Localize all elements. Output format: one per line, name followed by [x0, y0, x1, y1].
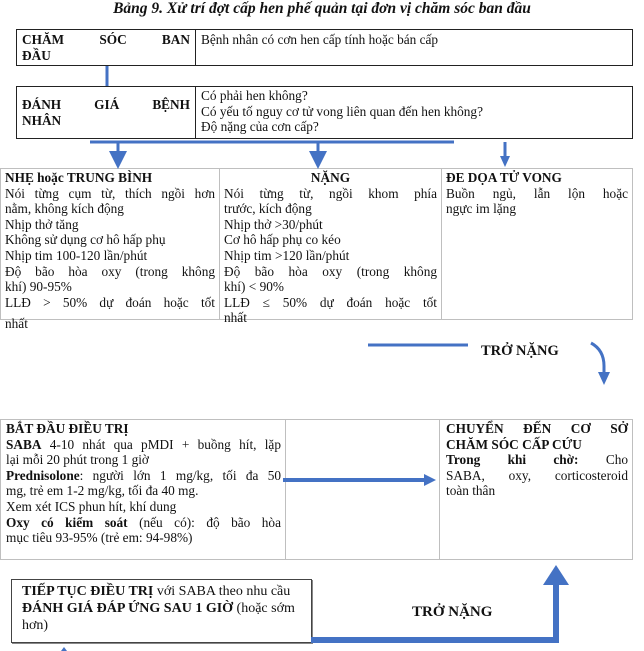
arrowhead-worsening-up — [543, 565, 569, 585]
saba-label: SABA — [6, 436, 42, 452]
transfer-wait-cont: SABA, oxy, corticosteroid — [446, 467, 628, 483]
label-word: BAN — [161, 32, 190, 47]
label-word: GIÁ — [94, 97, 120, 112]
severity-item: Nhịp thở tăng — [5, 216, 79, 232]
severity-item: nhất — [224, 310, 247, 326]
label-word: BỆNH — [152, 97, 190, 112]
bottom-worsening-arrow — [311, 583, 556, 640]
treatment-item-oxygen-cont: mục tiêu 93-95% (trẻ em: 94-98%) — [6, 530, 193, 546]
wait-label: Trong khi chờ: — [446, 452, 579, 468]
transfer-wait-cont: toàn thân — [446, 483, 496, 499]
severity-item: Nhịp thở >30/phút — [224, 216, 323, 232]
severity-item: LLĐ > 50% dự đoán hoặc tốt — [5, 294, 215, 310]
treatment-item-prednisolone-cont: mg, trẻ em 1-2 mg/kg, tối đa 40 mg. — [6, 483, 199, 499]
figure-title: Bảng 9. Xử trí đợt cấp hen phế quản tại đơn vị chăm sóc ban đầu — [113, 0, 531, 17]
continue-text: với SABA theo nhu cầu — [153, 584, 291, 599]
oxygen-label: Oxy có kiểm soát — [6, 514, 128, 530]
transfer-heading: CHUYỂN ĐẾN CƠ SỞ — [446, 421, 628, 436]
severity-item: Độ bão hòa oxy (trong không — [224, 263, 437, 279]
severity-item: Nhịp tim 100-120 lần/phút — [5, 247, 148, 263]
severity-item: Nói từng cụm từ, thích ngồi hơn — [5, 185, 215, 201]
treatment-item-ics: Xem xét ICS phun hít, khí dung — [6, 498, 177, 514]
treatment-item-saba-cont: lại mỗi 20 phút trong 1 giờ — [6, 452, 149, 468]
label-word: ĐÁNH — [22, 97, 62, 112]
assessment-question: Có phải hen không? — [201, 88, 308, 103]
arrowhead-worsening-down — [598, 372, 610, 385]
severity-item: ngực im lặng — [446, 201, 516, 217]
arrowhead-transfer — [424, 474, 436, 486]
assess-response-text: (hoặc sớm — [233, 601, 295, 616]
severity-item: Không sử dụng cơ hô hấp phụ — [5, 232, 166, 248]
assessment-question: Có yếu tố nguy cơ tử vong liên quan đến hen không? — [201, 103, 483, 119]
assess-response-bold: ĐÁNH GIÁ ĐÁP ỨNG SAU 1 GIỜ — [22, 601, 234, 616]
label-word: CHĂM — [22, 32, 65, 47]
prednisolone-text: : người lớn 1 mg/kg, tối đa 50 — [79, 467, 281, 483]
worsening-label-bottom: TRỞ NẶNG — [412, 604, 493, 620]
severity-item: LLĐ ≤ 50% dự đoán hoặc tốt — [224, 294, 437, 310]
severity-item: Nhịp tim >120 lần/phút — [224, 247, 350, 263]
arrowhead-life-threatening — [500, 156, 510, 167]
start-treatment-heading: BẮT ĐẦU ĐIỀU TRỊ — [6, 421, 129, 436]
wait-text: Cho — [578, 452, 628, 468]
label-word: SÓC — [99, 32, 127, 47]
severity-item: Cơ hô hấp phụ co kéo — [224, 232, 341, 248]
initial-care-text: Bệnh nhân có cơn hen cấp tính hoặc bán cấp — [201, 32, 439, 47]
worsening-curved-arrow — [591, 343, 604, 375]
severity-item: khí) 90-95% — [5, 279, 72, 295]
severity-mild-heading: NHẸ hoặc TRUNG BÌNH — [5, 170, 153, 185]
label-word: NHÂN — [22, 112, 62, 128]
severity-severe-heading: NẶNG — [310, 170, 351, 185]
severity-item: nằm, không kích động — [5, 201, 124, 217]
continue-line-3: hơn) — [22, 618, 49, 633]
prednisolone-label: Prednisolone — [6, 467, 80, 483]
continue-bold: TIẾP TỤC ĐIỀU TRỊ — [22, 584, 154, 599]
worsening-label-top-text: TRỞ NẶNG — [481, 343, 559, 359]
severity-item: Nói từng từ, ngồi khom phía — [224, 185, 437, 201]
transfer-heading-cont: CHĂM SÓC CẤP CỨU — [446, 436, 582, 452]
severity-item: Buồn ngủ, lẫn lộn hoặc — [446, 185, 628, 201]
oxygen-text: (nếu có): độ bão hòa — [127, 514, 281, 530]
saba-text: 4-10 nhát qua pMDI + buồng hít, lặp — [41, 436, 281, 452]
arrowhead-bottom-left — [61, 647, 67, 651]
severity-item: nhất — [5, 316, 28, 332]
assessment-question: Độ nặng của cơn cấp? — [201, 119, 319, 135]
severity-item: trước, kích động — [224, 201, 312, 217]
label-word: ĐẦU — [22, 47, 51, 63]
severity-item: Độ bão hòa oxy (trong không — [5, 263, 215, 279]
severity-item: khí) < 90% — [224, 279, 284, 295]
severity-life-threatening-heading: ĐE DỌA TỬ VONG — [446, 170, 562, 185]
